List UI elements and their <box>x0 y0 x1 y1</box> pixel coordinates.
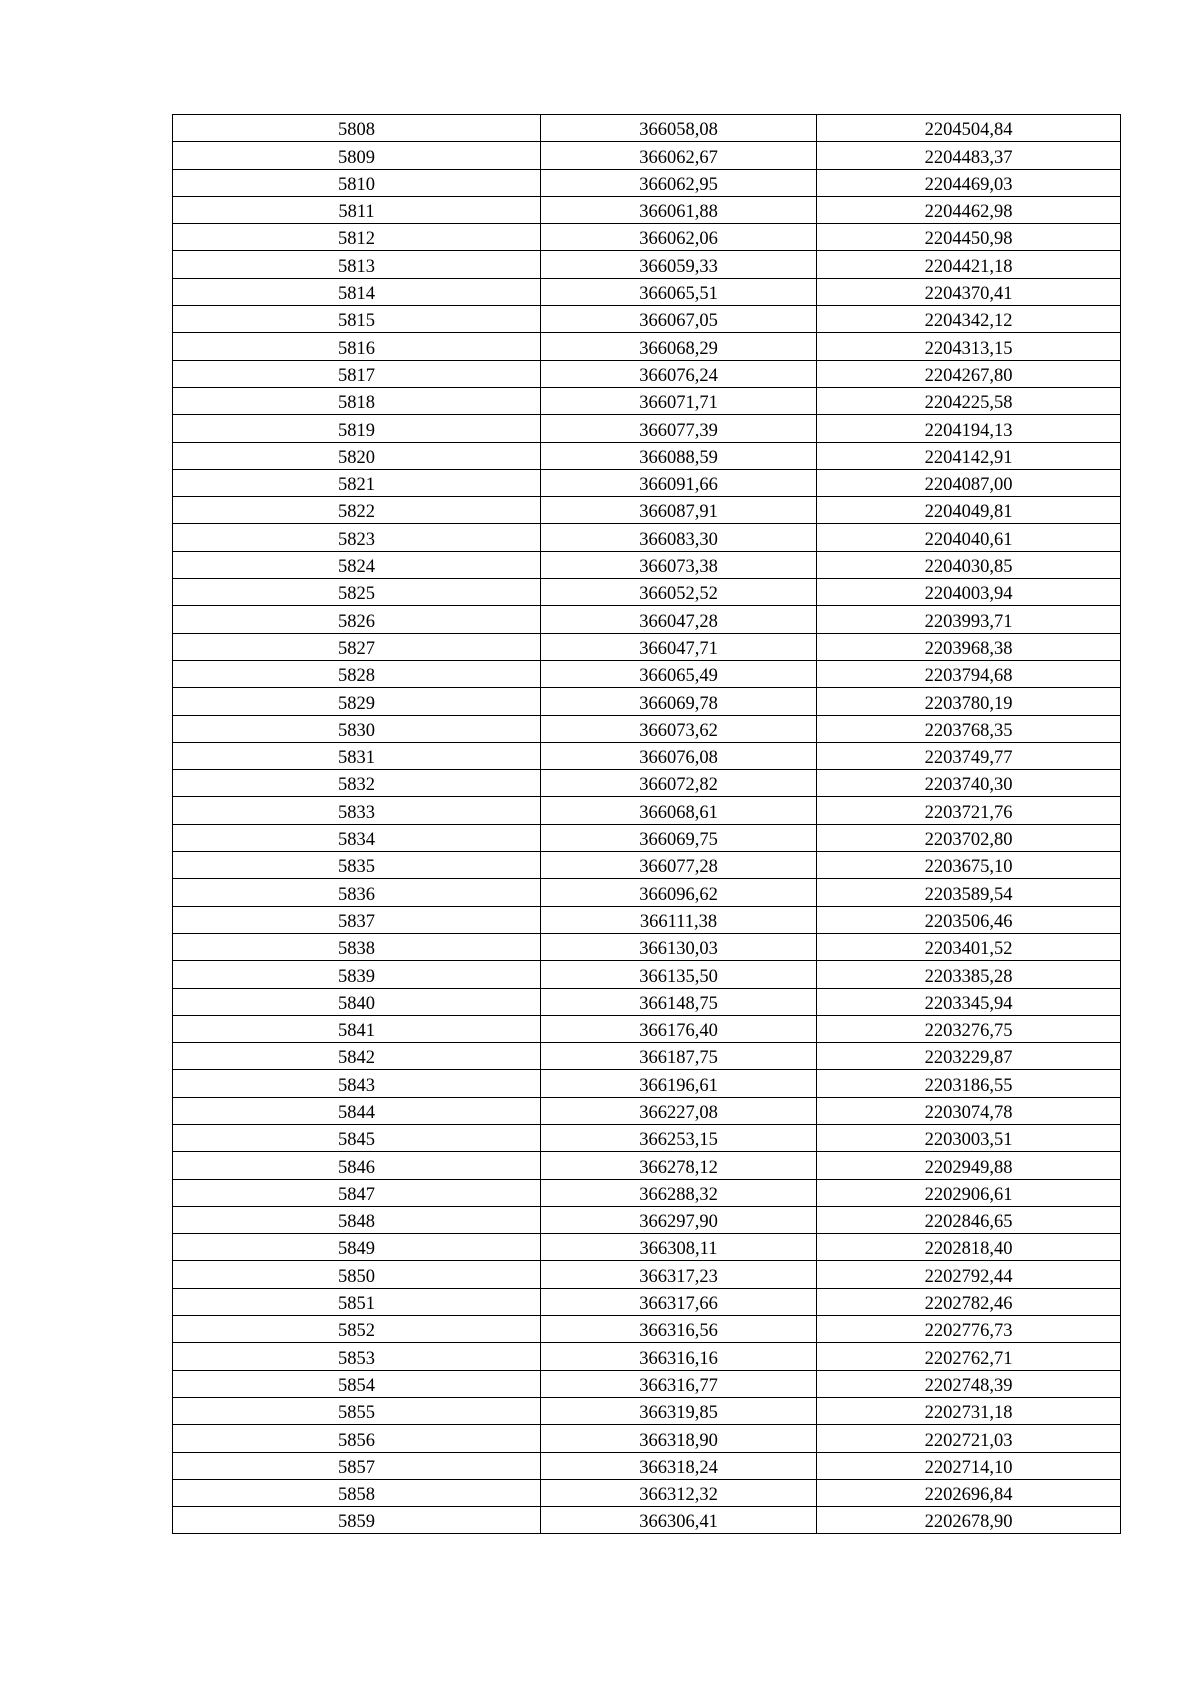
point-number-cell: 5843 <box>173 1070 541 1097</box>
y-coordinate-cell: 2203675,10 <box>817 852 1121 879</box>
y-coordinate-cell: 2204142,91 <box>817 442 1121 469</box>
y-coordinate-cell: 2202906,61 <box>817 1179 1121 1206</box>
point-number-cell: 5829 <box>173 688 541 715</box>
table-row <box>173 551 1121 578</box>
point-number-cell: 5821 <box>173 469 541 496</box>
y-coordinate-cell: 2203780,19 <box>817 688 1121 715</box>
point-number-cell: 5819 <box>173 415 541 442</box>
point-number-cell: 5820 <box>173 442 541 469</box>
y-coordinate-cell: 2203276,75 <box>817 1015 1121 1042</box>
y-coordinate-cell: 2203993,71 <box>817 606 1121 633</box>
x-coordinate-cell: 366187,75 <box>541 1043 817 1070</box>
table-row <box>173 115 1121 142</box>
table-row <box>173 1152 1121 1179</box>
x-coordinate-cell: 366278,12 <box>541 1152 817 1179</box>
table-row <box>173 497 1121 524</box>
point-number-cell: 5854 <box>173 1370 541 1397</box>
point-number-cell: 5813 <box>173 251 541 278</box>
table-row <box>173 196 1121 223</box>
point-number-cell: 5852 <box>173 1316 541 1343</box>
point-number-cell: 5816 <box>173 333 541 360</box>
point-number-cell: 5842 <box>173 1043 541 1070</box>
y-coordinate-cell: 2202792,44 <box>817 1261 1121 1288</box>
x-coordinate-cell: 366065,51 <box>541 278 817 305</box>
x-coordinate-cell: 366176,40 <box>541 1015 817 1042</box>
point-number-cell: 5814 <box>173 278 541 305</box>
x-coordinate-cell: 366111,38 <box>541 906 817 933</box>
table-row <box>173 1370 1121 1397</box>
x-coordinate-cell: 366083,30 <box>541 524 817 551</box>
point-number-cell: 5857 <box>173 1452 541 1479</box>
x-coordinate-cell: 366227,08 <box>541 1097 817 1124</box>
table-row <box>173 1397 1121 1424</box>
y-coordinate-cell: 2204087,00 <box>817 469 1121 496</box>
point-number-cell: 5838 <box>173 933 541 960</box>
x-coordinate-cell: 366077,39 <box>541 415 817 442</box>
y-coordinate-cell: 2203506,46 <box>817 906 1121 933</box>
table-row <box>173 633 1121 660</box>
table-row <box>173 906 1121 933</box>
y-coordinate-cell: 2203186,55 <box>817 1070 1121 1097</box>
table-row <box>173 278 1121 305</box>
table-row <box>173 387 1121 414</box>
table-row <box>173 524 1121 551</box>
coordinate-table <box>172 114 1121 1534</box>
x-coordinate-cell: 366196,61 <box>541 1070 817 1097</box>
y-coordinate-cell: 2203401,52 <box>817 933 1121 960</box>
y-coordinate-cell: 2203721,76 <box>817 797 1121 824</box>
point-number-cell: 5827 <box>173 633 541 660</box>
y-coordinate-cell: 2203003,51 <box>817 1124 1121 1151</box>
table-row <box>173 797 1121 824</box>
point-number-cell: 5856 <box>173 1425 541 1452</box>
table-row <box>173 142 1121 169</box>
table-row <box>173 579 1121 606</box>
point-number-cell: 5834 <box>173 824 541 851</box>
table-row <box>173 961 1121 988</box>
x-coordinate-cell: 366069,78 <box>541 688 817 715</box>
y-coordinate-cell: 2203229,87 <box>817 1043 1121 1070</box>
point-number-cell: 5845 <box>173 1124 541 1151</box>
point-number-cell: 5809 <box>173 142 541 169</box>
table-row <box>173 1043 1121 1070</box>
table-row <box>173 688 1121 715</box>
point-number-cell: 5811 <box>173 196 541 223</box>
x-coordinate-cell: 366088,59 <box>541 442 817 469</box>
y-coordinate-cell: 2202782,46 <box>817 1288 1121 1315</box>
table-row <box>173 224 1121 251</box>
point-number-cell: 5858 <box>173 1479 541 1506</box>
point-number-cell: 5812 <box>173 224 541 251</box>
point-number-cell: 5832 <box>173 770 541 797</box>
y-coordinate-cell: 2204370,41 <box>817 278 1121 305</box>
y-coordinate-cell: 2203345,94 <box>817 988 1121 1015</box>
point-number-cell: 5859 <box>173 1507 541 1534</box>
x-coordinate-cell: 366068,29 <box>541 333 817 360</box>
y-coordinate-cell: 2203074,78 <box>817 1097 1121 1124</box>
x-coordinate-cell: 366148,75 <box>541 988 817 1015</box>
y-coordinate-cell: 2202731,18 <box>817 1397 1121 1424</box>
y-coordinate-cell: 2204450,98 <box>817 224 1121 251</box>
point-number-cell: 5822 <box>173 497 541 524</box>
table-row <box>173 770 1121 797</box>
x-coordinate-cell: 366288,32 <box>541 1179 817 1206</box>
point-number-cell: 5831 <box>173 742 541 769</box>
point-number-cell: 5855 <box>173 1397 541 1424</box>
table-row <box>173 442 1121 469</box>
table-row <box>173 1070 1121 1097</box>
y-coordinate-cell: 2202846,65 <box>817 1206 1121 1233</box>
table-row <box>173 1343 1121 1370</box>
x-coordinate-cell: 366253,15 <box>541 1124 817 1151</box>
table-row <box>173 1097 1121 1124</box>
x-coordinate-cell: 366052,52 <box>541 579 817 606</box>
x-coordinate-cell: 366058,08 <box>541 115 817 142</box>
y-coordinate-cell: 2202818,40 <box>817 1234 1121 1261</box>
y-coordinate-cell: 2204421,18 <box>817 251 1121 278</box>
point-number-cell: 5835 <box>173 852 541 879</box>
point-number-cell: 5828 <box>173 660 541 687</box>
y-coordinate-cell: 2203968,38 <box>817 633 1121 660</box>
table-row <box>173 852 1121 879</box>
y-coordinate-cell: 2204504,84 <box>817 115 1121 142</box>
table-row <box>173 1425 1121 1452</box>
x-coordinate-cell: 366073,62 <box>541 715 817 742</box>
x-coordinate-cell: 366316,16 <box>541 1343 817 1370</box>
point-number-cell: 5850 <box>173 1261 541 1288</box>
x-coordinate-cell: 366073,38 <box>541 551 817 578</box>
point-number-cell: 5808 <box>173 115 541 142</box>
table-row <box>173 824 1121 851</box>
x-coordinate-cell: 366318,90 <box>541 1425 817 1452</box>
y-coordinate-cell: 2203740,30 <box>817 770 1121 797</box>
point-number-cell: 5851 <box>173 1288 541 1315</box>
table-row <box>173 742 1121 769</box>
table-row <box>173 1015 1121 1042</box>
x-coordinate-cell: 366316,77 <box>541 1370 817 1397</box>
x-coordinate-cell: 366096,62 <box>541 879 817 906</box>
x-coordinate-cell: 366067,05 <box>541 306 817 333</box>
table-row <box>173 333 1121 360</box>
x-coordinate-cell: 366087,91 <box>541 497 817 524</box>
table-row <box>173 1124 1121 1151</box>
table-row <box>173 169 1121 196</box>
y-coordinate-cell: 2202696,84 <box>817 1479 1121 1506</box>
y-coordinate-cell: 2202721,03 <box>817 1425 1121 1452</box>
table-row <box>173 933 1121 960</box>
x-coordinate-cell: 366130,03 <box>541 933 817 960</box>
y-coordinate-cell: 2203702,80 <box>817 824 1121 851</box>
y-coordinate-cell: 2203794,68 <box>817 660 1121 687</box>
x-coordinate-cell: 366317,66 <box>541 1288 817 1315</box>
y-coordinate-cell: 2204469,03 <box>817 169 1121 196</box>
x-coordinate-cell: 366062,67 <box>541 142 817 169</box>
y-coordinate-cell: 2202748,39 <box>817 1370 1121 1397</box>
point-number-cell: 5839 <box>173 961 541 988</box>
point-number-cell: 5848 <box>173 1206 541 1233</box>
point-number-cell: 5833 <box>173 797 541 824</box>
x-coordinate-cell: 366047,28 <box>541 606 817 633</box>
table-row <box>173 1288 1121 1315</box>
x-coordinate-cell: 366316,56 <box>541 1316 817 1343</box>
x-coordinate-cell: 366047,71 <box>541 633 817 660</box>
table-row <box>173 306 1121 333</box>
point-number-cell: 5841 <box>173 1015 541 1042</box>
point-number-cell: 5844 <box>173 1097 541 1124</box>
coordinate-table-body <box>173 115 1121 1534</box>
point-number-cell: 5847 <box>173 1179 541 1206</box>
y-coordinate-cell: 2204342,12 <box>817 306 1121 333</box>
x-coordinate-cell: 366061,88 <box>541 196 817 223</box>
table-row <box>173 715 1121 742</box>
x-coordinate-cell: 366071,71 <box>541 387 817 414</box>
table-row <box>173 988 1121 1015</box>
point-number-cell: 5837 <box>173 906 541 933</box>
x-coordinate-cell: 366072,82 <box>541 770 817 797</box>
x-coordinate-cell: 366065,49 <box>541 660 817 687</box>
table-row <box>173 1479 1121 1506</box>
point-number-cell: 5824 <box>173 551 541 578</box>
point-number-cell: 5815 <box>173 306 541 333</box>
point-number-cell: 5826 <box>173 606 541 633</box>
x-coordinate-cell: 366062,95 <box>541 169 817 196</box>
x-coordinate-cell: 366319,85 <box>541 1397 817 1424</box>
y-coordinate-cell: 2202776,73 <box>817 1316 1121 1343</box>
x-coordinate-cell: 366077,28 <box>541 852 817 879</box>
table-row <box>173 1261 1121 1288</box>
table-row <box>173 251 1121 278</box>
table-row <box>173 1234 1121 1261</box>
y-coordinate-cell: 2204462,98 <box>817 196 1121 223</box>
y-coordinate-cell: 2204313,15 <box>817 333 1121 360</box>
y-coordinate-cell: 2203749,77 <box>817 742 1121 769</box>
x-coordinate-cell: 366076,08 <box>541 742 817 769</box>
y-coordinate-cell: 2203768,35 <box>817 715 1121 742</box>
y-coordinate-cell: 2203589,54 <box>817 879 1121 906</box>
table-row <box>173 606 1121 633</box>
y-coordinate-cell: 2203385,28 <box>817 961 1121 988</box>
y-coordinate-cell: 2204040,61 <box>817 524 1121 551</box>
point-number-cell: 5825 <box>173 579 541 606</box>
point-number-cell: 5853 <box>173 1343 541 1370</box>
x-coordinate-cell: 366317,23 <box>541 1261 817 1288</box>
table-row <box>173 415 1121 442</box>
y-coordinate-cell: 2204267,80 <box>817 360 1121 387</box>
table-row <box>173 879 1121 906</box>
y-coordinate-cell: 2202714,10 <box>817 1452 1121 1479</box>
table-row <box>173 1179 1121 1206</box>
x-coordinate-cell: 366297,90 <box>541 1206 817 1233</box>
point-number-cell: 5810 <box>173 169 541 196</box>
y-coordinate-cell: 2202678,90 <box>817 1507 1121 1534</box>
x-coordinate-cell: 366069,75 <box>541 824 817 851</box>
table-row <box>173 1316 1121 1343</box>
x-coordinate-cell: 366059,33 <box>541 251 817 278</box>
y-coordinate-cell: 2202762,71 <box>817 1343 1121 1370</box>
table-row <box>173 1452 1121 1479</box>
y-coordinate-cell: 2204483,37 <box>817 142 1121 169</box>
x-coordinate-cell: 366308,11 <box>541 1234 817 1261</box>
y-coordinate-cell: 2204194,13 <box>817 415 1121 442</box>
y-coordinate-cell: 2202949,88 <box>817 1152 1121 1179</box>
point-number-cell: 5818 <box>173 387 541 414</box>
point-number-cell: 5823 <box>173 524 541 551</box>
y-coordinate-cell: 2204003,94 <box>817 579 1121 606</box>
table-row <box>173 1507 1121 1534</box>
x-coordinate-cell: 366062,06 <box>541 224 817 251</box>
point-number-cell: 5817 <box>173 360 541 387</box>
y-coordinate-cell: 2204049,81 <box>817 497 1121 524</box>
point-number-cell: 5849 <box>173 1234 541 1261</box>
x-coordinate-cell: 366068,61 <box>541 797 817 824</box>
x-coordinate-cell: 366076,24 <box>541 360 817 387</box>
table-row <box>173 1206 1121 1233</box>
table-row <box>173 360 1121 387</box>
x-coordinate-cell: 366135,50 <box>541 961 817 988</box>
point-number-cell: 5830 <box>173 715 541 742</box>
point-number-cell: 5836 <box>173 879 541 906</box>
table-row <box>173 660 1121 687</box>
point-number-cell: 5840 <box>173 988 541 1015</box>
x-coordinate-cell: 366312,32 <box>541 1479 817 1506</box>
x-coordinate-cell: 366091,66 <box>541 469 817 496</box>
table-row <box>173 469 1121 496</box>
y-coordinate-cell: 2204225,58 <box>817 387 1121 414</box>
y-coordinate-cell: 2204030,85 <box>817 551 1121 578</box>
x-coordinate-cell: 366306,41 <box>541 1507 817 1534</box>
point-number-cell: 5846 <box>173 1152 541 1179</box>
x-coordinate-cell: 366318,24 <box>541 1452 817 1479</box>
